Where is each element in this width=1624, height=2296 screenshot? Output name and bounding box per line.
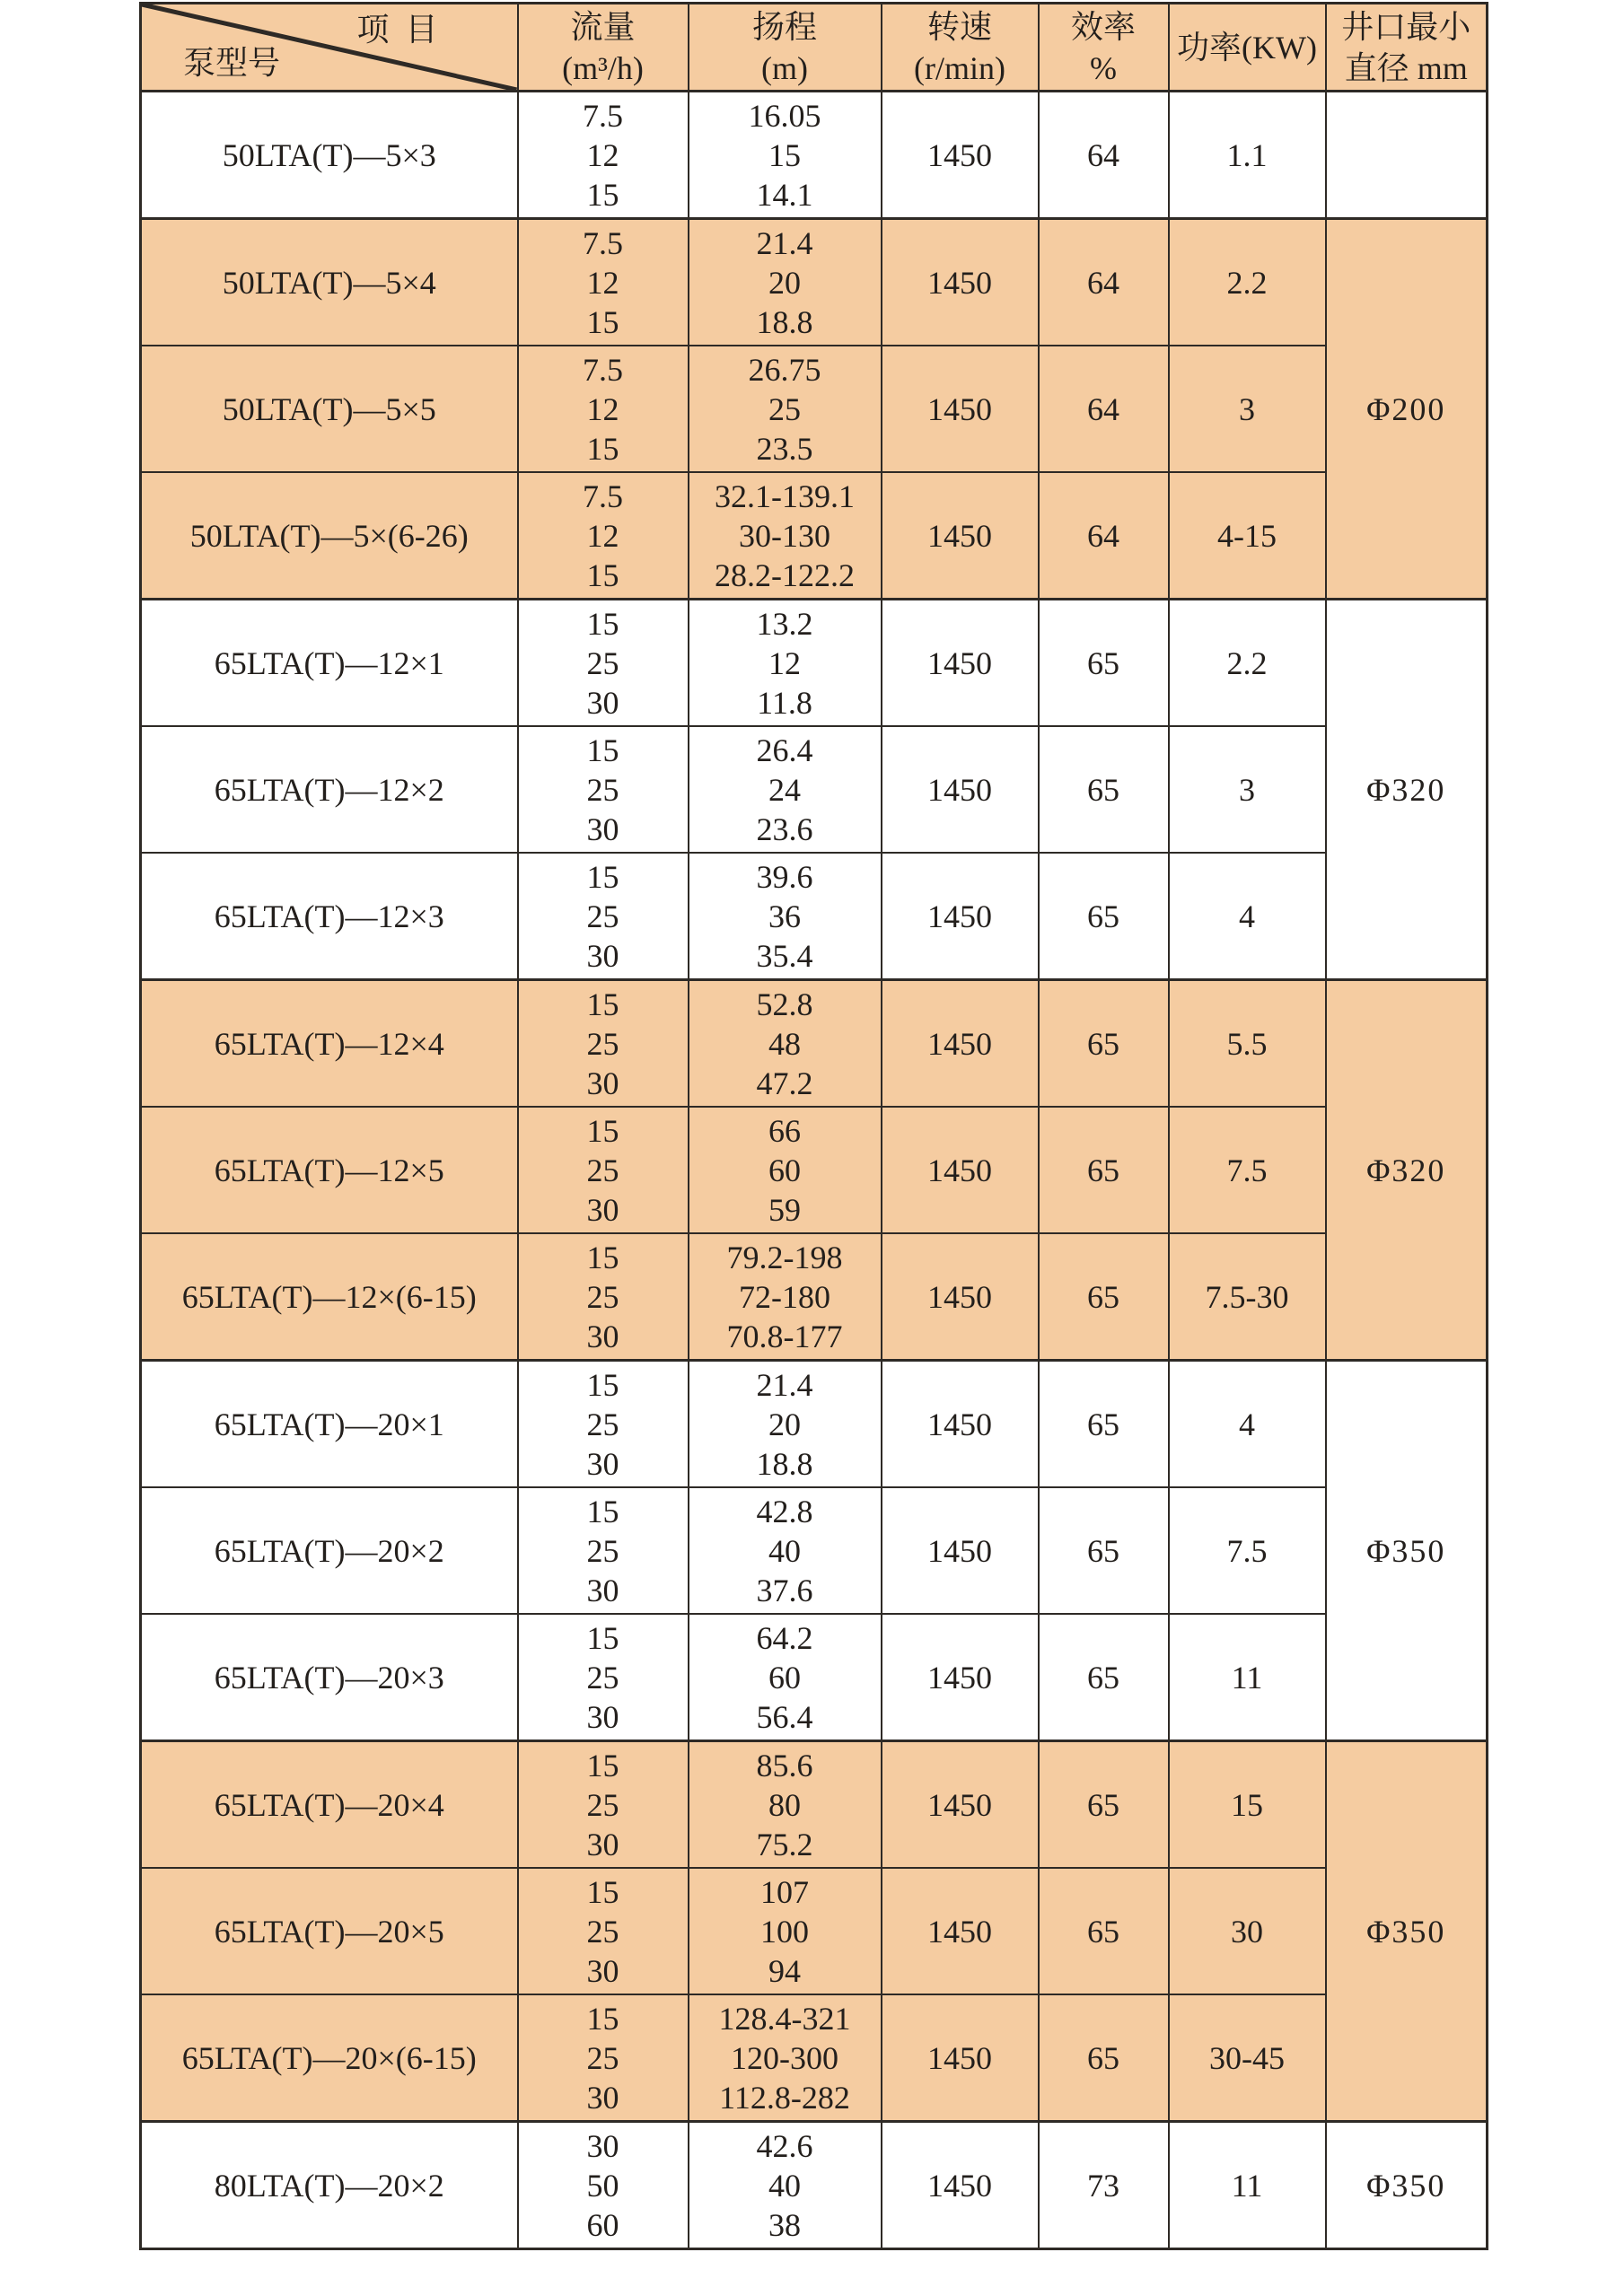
flow-value: 30 — [586, 1191, 619, 1228]
flow-value: 30 — [586, 1065, 619, 1101]
table-row — [141, 472, 1488, 600]
flow-value: 15 — [586, 858, 619, 895]
flow-cell — [518, 472, 689, 600]
flow-value: 25 — [586, 1406, 619, 1442]
flow-value: 7.5 — [583, 478, 623, 514]
head-cell — [689, 346, 882, 472]
head-value: 23.5 — [756, 430, 813, 467]
head-value: 14.1 — [756, 176, 813, 213]
flow-value: 15 — [586, 1239, 619, 1275]
col-header-speed — [882, 4, 1039, 92]
flow-cell — [518, 726, 689, 853]
power-cell: 4 — [1169, 1361, 1326, 1488]
flow-value: 15 — [586, 732, 619, 768]
pump-model-cell: 80LTA(T)—20×2 — [141, 2122, 518, 2249]
table-row — [141, 1487, 1488, 1614]
flow-cell — [518, 1487, 689, 1614]
head-value: 16.05 — [748, 97, 821, 134]
head-cell — [689, 1868, 882, 1994]
pump-model-cell: 65LTA(T)—20×2 — [141, 1487, 518, 1614]
head-value: 60 — [768, 1152, 801, 1188]
power-cell: 2.2 — [1169, 600, 1326, 727]
table-row — [141, 1361, 1488, 1488]
head-value: 21.4 — [756, 1366, 813, 1403]
flow-value: 15 — [586, 1366, 619, 1403]
power-cell: 4-15 — [1169, 472, 1326, 600]
head-cell — [689, 472, 882, 600]
flow-value: 30 — [586, 1572, 619, 1608]
flow-value: 15 — [586, 1619, 619, 1656]
table-row — [141, 1233, 1488, 1361]
col-header-line: (r/min) — [914, 49, 1005, 86]
head-value: 12 — [768, 644, 801, 681]
flow-value: 7.5 — [583, 351, 623, 388]
table-row — [141, 980, 1488, 1108]
head-value: 64.2 — [756, 1619, 813, 1656]
head-cell — [689, 853, 882, 980]
flow-cell — [518, 853, 689, 980]
flow-value: 25 — [586, 1532, 619, 1569]
table-row — [141, 1614, 1488, 1741]
speed-cell: 1450 — [882, 1233, 1039, 1361]
speed-cell: 1450 — [882, 853, 1039, 980]
flow-value: 15 — [586, 176, 619, 213]
power-cell: 2.2 — [1169, 219, 1326, 346]
head-cell — [689, 92, 882, 219]
speed-cell: 1450 — [882, 1614, 1039, 1741]
efficiency-cell: 64 — [1039, 346, 1169, 472]
efficiency-cell: 65 — [1039, 726, 1169, 853]
power-cell: 30-45 — [1169, 1994, 1326, 2122]
efficiency-cell: 65 — [1039, 600, 1169, 727]
head-value: 24 — [768, 771, 801, 808]
flow-value: 50 — [586, 2167, 619, 2204]
head-value: 42.6 — [756, 2127, 813, 2164]
speed-cell: 1450 — [882, 1741, 1039, 1869]
head-value: 20 — [768, 1406, 801, 1442]
power-cell: 1.1 — [1169, 92, 1326, 219]
flow-value: 15 — [586, 1493, 619, 1529]
head-cell — [689, 1994, 882, 2122]
head-value: 36 — [768, 898, 801, 934]
pump-model-cell: 65LTA(T)—20×5 — [141, 1868, 518, 1994]
corner-label-model: 泵型号 — [183, 45, 281, 81]
head-value: 48 — [768, 1025, 801, 1062]
head-value: 47.2 — [756, 1065, 813, 1101]
head-value: 94 — [768, 1952, 801, 1989]
head-value: 40 — [768, 1532, 801, 1569]
head-value: 26.4 — [756, 732, 813, 768]
flow-value: 25 — [586, 771, 619, 808]
efficiency-cell: 65 — [1039, 1868, 1169, 1994]
head-cell — [689, 1614, 882, 1741]
pump-model-cell: 50LTA(T)—5×4 — [141, 219, 518, 346]
col-header-line: 扬程 — [751, 8, 817, 45]
head-cell — [689, 2122, 882, 2249]
head-value: 15 — [768, 136, 801, 173]
flow-value: 60 — [586, 2206, 619, 2243]
head-cell — [689, 1107, 882, 1233]
head-value: 85.6 — [756, 1747, 813, 1783]
head-value: 59 — [768, 1191, 801, 1228]
flow-value: 15 — [586, 556, 619, 593]
efficiency-cell: 73 — [1039, 2122, 1169, 2249]
col-header-line: 功率(KW) — [1177, 29, 1317, 66]
flow-value: 15 — [586, 2000, 619, 2037]
col-header-head — [689, 4, 882, 92]
head-value: 72-180 — [739, 1278, 830, 1315]
head-value: 107 — [760, 1873, 809, 1910]
power-cell: 11 — [1169, 2122, 1326, 2249]
efficiency-cell: 65 — [1039, 1107, 1169, 1233]
flow-value: 30 — [586, 1826, 619, 1862]
flow-value: 30 — [586, 937, 619, 974]
table-row — [141, 346, 1488, 472]
pump-model-cell: 65LTA(T)—20×4 — [141, 1741, 518, 1869]
head-value: 26.75 — [748, 351, 821, 388]
col-header-efficiency — [1039, 4, 1169, 92]
table-row — [141, 726, 1488, 853]
flow-cell — [518, 1868, 689, 1994]
col-header-line: % — [1090, 49, 1117, 86]
head-cell — [689, 1741, 882, 1869]
flow-value: 30 — [586, 1445, 619, 1482]
head-value: 35.4 — [756, 937, 813, 974]
efficiency-cell: 64 — [1039, 92, 1169, 219]
flow-value: 30 — [586, 2127, 619, 2164]
power-cell: 5.5 — [1169, 980, 1326, 1108]
efficiency-cell: 65 — [1039, 1994, 1169, 2122]
well-diameter-cell: Φ350 — [1326, 1741, 1488, 2122]
col-header-line: 直径 mm — [1344, 49, 1468, 86]
flow-cell — [518, 1614, 689, 1741]
flow-cell — [518, 1994, 689, 2122]
efficiency-cell: 64 — [1039, 219, 1169, 346]
power-cell: 7.5 — [1169, 1107, 1326, 1233]
power-cell: 7.5 — [1169, 1487, 1326, 1614]
efficiency-cell: 64 — [1039, 472, 1169, 600]
head-value: 66 — [768, 1112, 801, 1149]
flow-value: 25 — [586, 1025, 619, 1062]
flow-cell — [518, 1361, 689, 1488]
table-row — [141, 2122, 1488, 2249]
speed-cell: 1450 — [882, 1994, 1039, 2122]
speed-cell: 1450 — [882, 1868, 1039, 1994]
head-cell — [689, 1233, 882, 1361]
pump-model-cell: 65LTA(T)—12×4 — [141, 980, 518, 1108]
efficiency-cell: 65 — [1039, 1614, 1169, 1741]
power-cell: 4 — [1169, 853, 1326, 980]
pump-spec-table — [139, 2, 1488, 2250]
head-value: 39.6 — [756, 858, 813, 895]
flow-value: 12 — [586, 136, 619, 173]
speed-cell: 1450 — [882, 1361, 1039, 1488]
efficiency-cell: 65 — [1039, 1233, 1169, 1361]
flow-value: 25 — [586, 644, 619, 681]
head-value: 20 — [768, 264, 801, 301]
pump-model-cell: 50LTA(T)—5×5 — [141, 346, 518, 472]
well-diameter-cell: Φ350 — [1326, 2122, 1488, 2249]
efficiency-cell: 65 — [1039, 853, 1169, 980]
flow-value: 25 — [586, 2039, 619, 2076]
table-row — [141, 1741, 1488, 1869]
flow-value: 15 — [586, 986, 619, 1022]
col-header-line: (m³/h) — [562, 49, 644, 86]
flow-value: 7.5 — [583, 97, 623, 134]
head-value: 25 — [768, 390, 801, 427]
flow-cell — [518, 1107, 689, 1233]
head-value: 79.2-198 — [726, 1239, 843, 1275]
well-diameter-cell: Φ200 — [1326, 219, 1488, 600]
head-value: 38 — [768, 2206, 801, 2243]
head-value: 60 — [768, 1659, 801, 1696]
well-diameter-cell: Φ350 — [1326, 1361, 1488, 1741]
flow-value: 25 — [586, 1786, 619, 1823]
flow-value: 15 — [586, 1112, 619, 1149]
pump-model-cell: 65LTA(T)—12×1 — [141, 600, 518, 727]
pump-model-cell: 50LTA(T)—5×(6-26) — [141, 472, 518, 600]
efficiency-cell: 65 — [1039, 980, 1169, 1108]
flow-value: 15 — [586, 1873, 619, 1910]
head-value: 40 — [768, 2167, 801, 2204]
power-cell: 3 — [1169, 726, 1326, 853]
head-value: 21.4 — [756, 224, 813, 261]
pump-model-cell: 65LTA(T)—12×2 — [141, 726, 518, 853]
flow-value: 25 — [586, 1659, 619, 1696]
pump-model-cell: 65LTA(T)—12×3 — [141, 853, 518, 980]
head-cell — [689, 600, 882, 727]
flow-cell — [518, 2122, 689, 2249]
head-value: 100 — [760, 1913, 809, 1950]
head-value: 75.2 — [756, 1826, 813, 1862]
head-value: 70.8-177 — [726, 1318, 843, 1354]
power-cell: 3 — [1169, 346, 1326, 472]
speed-cell: 1450 — [882, 600, 1039, 727]
head-cell — [689, 1487, 882, 1614]
well-diameter-cell: Φ320 — [1326, 600, 1488, 980]
table-row — [141, 1868, 1488, 1994]
flow-value: 12 — [586, 390, 619, 427]
head-value: 128.4-321 — [718, 2000, 851, 2037]
flow-value: 25 — [586, 1152, 619, 1188]
speed-cell: 1450 — [882, 92, 1039, 219]
flow-value: 15 — [586, 605, 619, 642]
flow-cell — [518, 1741, 689, 1869]
power-cell: 7.5-30 — [1169, 1233, 1326, 1361]
table-row — [141, 600, 1488, 727]
well-diameter-cell: Φ320 — [1326, 980, 1488, 1361]
flow-cell — [518, 1233, 689, 1361]
table-row — [141, 92, 1488, 219]
head-value: 120-300 — [731, 2039, 838, 2076]
col-header-line: 转速 — [926, 8, 992, 45]
head-value: 18.8 — [756, 303, 813, 340]
flow-value: 12 — [586, 264, 619, 301]
speed-cell: 1450 — [882, 1107, 1039, 1233]
flow-cell — [518, 600, 689, 727]
flow-value: 7.5 — [583, 224, 623, 261]
head-cell — [689, 219, 882, 346]
table-row — [141, 1107, 1488, 1233]
flow-value: 25 — [586, 1278, 619, 1315]
head-value: 42.8 — [756, 1493, 813, 1529]
efficiency-cell: 65 — [1039, 1487, 1169, 1614]
flow-value: 15 — [586, 303, 619, 340]
head-value: 56.4 — [756, 1698, 813, 1735]
flow-value: 30 — [586, 811, 619, 847]
table-row — [141, 853, 1488, 980]
head-value: 52.8 — [756, 986, 813, 1022]
pump-model-cell: 65LTA(T)—20×1 — [141, 1361, 518, 1488]
flow-cell — [518, 980, 689, 1108]
col-header-flow — [518, 4, 689, 92]
speed-cell: 1450 — [882, 219, 1039, 346]
flow-cell — [518, 346, 689, 472]
well-diameter-cell — [1326, 92, 1488, 219]
head-cell — [689, 726, 882, 853]
header-row — [141, 4, 1488, 92]
pump-model-cell: 50LTA(T)—5×3 — [141, 92, 518, 219]
col-header-well-diameter — [1326, 4, 1488, 92]
pump-model-cell: 65LTA(T)—20×(6-15) — [141, 1994, 518, 2122]
flow-cell — [518, 92, 689, 219]
flow-value: 30 — [586, 684, 619, 721]
col-header-line: (m) — [761, 49, 808, 86]
corner-label-item: 项 目 — [356, 12, 438, 48]
speed-cell: 1450 — [882, 1487, 1039, 1614]
speed-cell: 1450 — [882, 346, 1039, 472]
flow-value: 30 — [586, 1318, 619, 1354]
head-value: 18.8 — [756, 1445, 813, 1482]
head-value: 112.8-282 — [719, 2079, 850, 2116]
head-value: 11.8 — [757, 684, 812, 721]
flow-value: 30 — [586, 1698, 619, 1735]
flow-value: 12 — [586, 517, 619, 554]
efficiency-cell: 65 — [1039, 1361, 1169, 1488]
col-header-line: 流量 — [570, 8, 636, 45]
flow-value: 25 — [586, 898, 619, 934]
flow-value: 25 — [586, 1913, 619, 1950]
head-value: 28.2-122.2 — [715, 556, 855, 593]
flow-value: 30 — [586, 2079, 619, 2116]
table-row — [141, 1994, 1488, 2122]
power-cell: 30 — [1169, 1868, 1326, 1994]
head-value: 30-130 — [739, 517, 830, 554]
power-cell: 11 — [1169, 1614, 1326, 1741]
speed-cell: 1450 — [882, 472, 1039, 600]
head-value: 80 — [768, 1786, 801, 1823]
flow-value: 15 — [586, 430, 619, 467]
pump-model-cell: 65LTA(T)—12×(6-15) — [141, 1233, 518, 1361]
pump-model-cell: 65LTA(T)—20×3 — [141, 1614, 518, 1741]
speed-cell: 1450 — [882, 726, 1039, 853]
flow-value: 15 — [586, 1747, 619, 1783]
efficiency-cell: 65 — [1039, 1741, 1169, 1869]
speed-cell: 1450 — [882, 2122, 1039, 2249]
power-cell: 15 — [1169, 1741, 1326, 1869]
head-value: 32.1-139.1 — [715, 478, 855, 514]
corner-header-cell — [141, 4, 518, 92]
flow-value: 30 — [586, 1952, 619, 1989]
head-value: 37.6 — [756, 1572, 813, 1608]
table-row — [141, 219, 1488, 346]
pump-model-cell: 65LTA(T)—12×5 — [141, 1107, 518, 1233]
speed-cell: 1450 — [882, 980, 1039, 1108]
head-value: 23.6 — [756, 811, 813, 847]
col-header-line: 效率 — [1070, 8, 1136, 45]
flow-cell — [518, 219, 689, 346]
head-cell — [689, 980, 882, 1108]
head-value: 13.2 — [756, 605, 813, 642]
col-header-line: 井口最小 — [1341, 8, 1471, 45]
col-header-power — [1169, 4, 1326, 92]
head-cell — [689, 1361, 882, 1488]
